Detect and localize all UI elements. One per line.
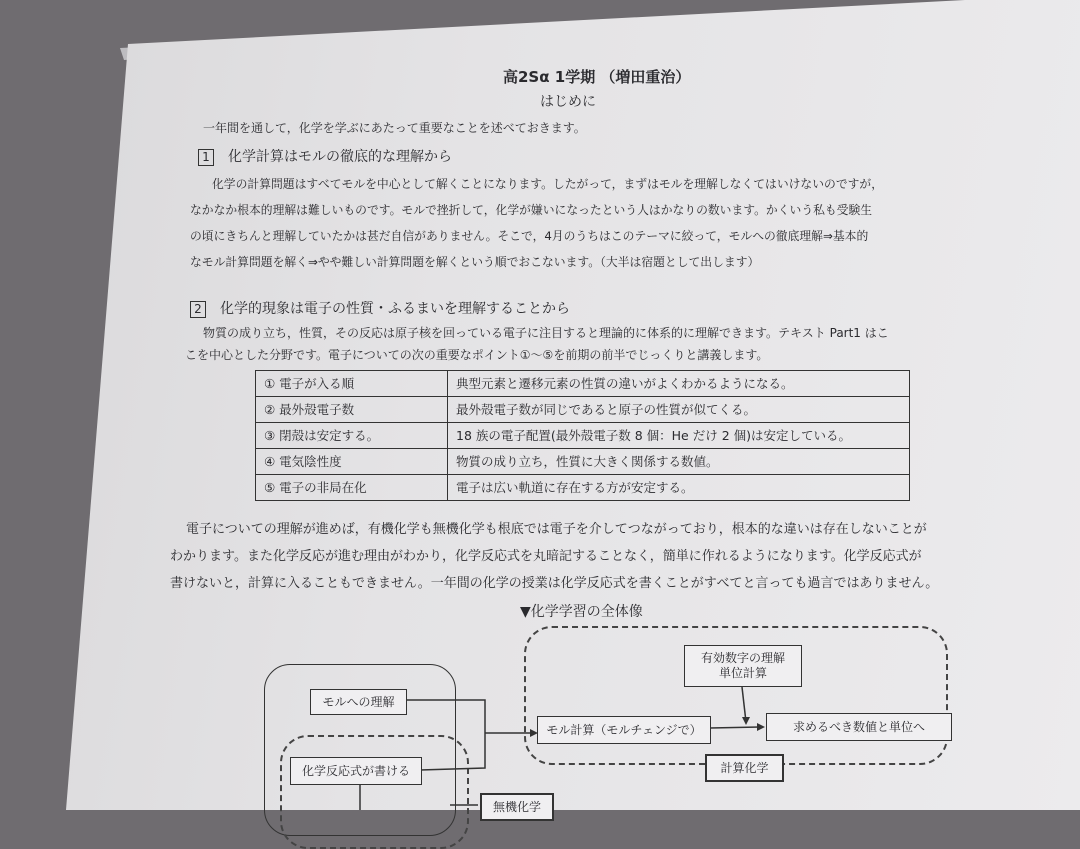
sigfig-box [684, 645, 802, 687]
section1-line: なかなか根本的理解は難しいものです。モルで挫折して，化学が嫌いになったという人はかなりの数います。かくいう私も受験生 [190, 203, 873, 217]
section1-number: 1 [198, 149, 214, 166]
section2-after-line: 電子についての理解が進めば，有機化学も無機化学も根底では電子を介してつながっており，根本的な違いは存在しないことが [186, 522, 927, 537]
sigfig-line: 単位計算 [718, 666, 767, 680]
section2-line: 物質の成り立ち，性質，その反応は原子核を回っている電子に注目すると理論的に体系的に理解できます。テキスト Part1 はこ [203, 326, 889, 340]
calc-chem-label: 計算化学 [705, 754, 784, 782]
section2-heading-text: 化学的現象は電子の性質・ふるまいを理解することから [220, 301, 570, 317]
table-cell-key: ⑤ 電子の非局在化 [256, 475, 448, 501]
mole-understanding-box: モルへの理解 [310, 689, 407, 715]
intro-text: 一年間を通して，化学を学ぶにあたって重要なことを述べておきます。 [203, 121, 586, 135]
section1-line: 化学の計算問題はすべてモルを中心として解くことになります。したがって，まずはモルを理解しなくてはいけないのですが， [212, 177, 884, 191]
section1-heading-text: 化学計算はモルの徹底的な理解から [228, 149, 452, 165]
table-cell-value: 典型元素と遷移元素の性質の違いがよくわかるようになる。 [448, 371, 910, 397]
document-subtitle: はじめに [540, 94, 596, 110]
inorganic-chem-box: 無機化学 [480, 793, 554, 821]
document-title: 高2Sα 1学期 （増田重治） [503, 68, 691, 86]
table-cell-key: ③ 閉殻は安定する。 [256, 423, 448, 449]
section2-number: 2 [190, 301, 206, 318]
table-cell-key: ④ 電気陰性度 [256, 449, 448, 475]
equation-writing-box: 化学反応式が書ける [290, 757, 422, 785]
table-cell-value: 物質の成り立ち，性質に大きく関係する数値。 [448, 449, 910, 475]
diagram-title: ▼化学学習の全体像 [520, 604, 643, 620]
table-cell-value: 電子は広い軌道に存在する方が安定する。 [448, 475, 910, 501]
section1-line: の頃にきちんと理解していたかは甚だ自信がありません。そこで，4月のうちはこのテーマに絞って，モルへの徹底理解⇒基本的 [190, 229, 869, 243]
table-cell-value: 最外殻電子数が同じであると原子の性質が似てくる。 [448, 397, 910, 423]
mole-calc-box: モル計算（モルチェンジで） [537, 716, 711, 744]
section1-line: なモル計算問題を解く⇒やや難しい計算問題を解くという順でおこないます。（大半は宿題として出します） [190, 255, 760, 269]
table-cell-key: ② 最外殻電子数 [256, 397, 448, 423]
table-cell-key: ① 電子が入る順 [256, 371, 448, 397]
table-cell-value: 18 族の電子配置(最外殻電子数 8 個：He だけ 2 個)は安定している。 [448, 423, 910, 449]
section2-line: こを中心とした分野です。電子についての次の重要なポイント①～⑤を前期の前半でじっくりと講義します。 [185, 348, 769, 362]
sigfig-line: 有効数字の理解 [700, 651, 785, 665]
target-value-box: 求めるべき数値と単位へ [766, 713, 952, 741]
section2-after-line: 書けないと，計算に入ることもできません。一年間の化学の授業は化学反応式を書くことがすべてと言っても過言ではありません。 [170, 576, 939, 591]
section2-after-line: わかります。また化学反応が進む理由がわかり，化学反応式を丸暗記することなく，簡単に作れるようになります。化学反応式が [170, 549, 922, 564]
